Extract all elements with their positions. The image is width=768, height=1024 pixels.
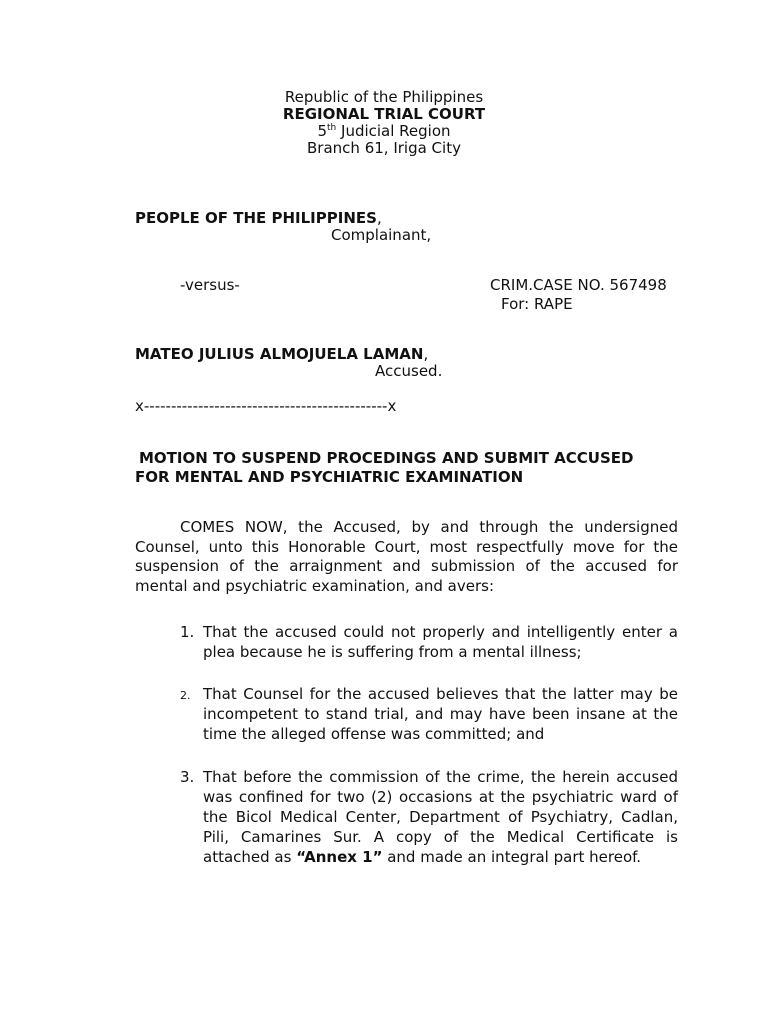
case-offense: For: RAPE	[501, 295, 573, 313]
plaintiff-name-text: PEOPLE OF THE PHILIPPINES	[135, 209, 377, 227]
versus-label: -versus-	[180, 276, 240, 294]
list-item-text-after: and made an integral part hereof.	[382, 848, 642, 866]
accused-role: Accused.	[375, 362, 443, 380]
list-item-text-before: That before the commission of the crime, the herein accused was confined for two (2) occasions at the psychiatric ward of the Bicol Medical Center, Department of Psychiatry, Cadlan, Pili, Camarines Sur. A copy of the Medical Certificate is attached as	[203, 768, 678, 866]
list-item	[180, 684, 678, 744]
list-item-number: 2.	[180, 689, 191, 702]
region-suffix: th	[327, 123, 337, 133]
annex-reference: “Annex 1”	[296, 848, 383, 866]
accused-name-text: MATEO JULIUS ALMOJUELA LAMAN	[135, 345, 424, 363]
region-ordinal: 5	[317, 122, 328, 140]
header-republic: Republic of the Philippines	[284, 88, 484, 106]
motion-title-line2: FOR MENTAL AND PSYCHIATRIC EXAMINATION	[135, 468, 524, 486]
list-item-text: That the accused could not properly and intelligently enter a plea because he is suffering from a mental illness;	[203, 623, 678, 661]
case-number: CRIM.CASE NO. 567498	[490, 276, 667, 294]
plaintiff-name	[135, 209, 382, 227]
list-item-text	[203, 767, 678, 867]
accused-name	[135, 345, 428, 363]
caption-separator: x---------------------------------------------x	[135, 397, 397, 415]
plaintiff-role: Complainant,	[331, 226, 432, 244]
list-item	[180, 767, 678, 867]
motion-title-line1: MOTION TO SUSPEND PROCEDINGS AND SUBMIT ACCUSED	[139, 449, 634, 467]
list-item-number: 3.	[180, 768, 195, 786]
region-rest: Judicial Region	[336, 122, 451, 140]
accused-comma: ,	[423, 345, 429, 363]
header-court-name: REGIONAL TRIAL COURT	[282, 105, 486, 123]
header-judicial-region	[184, 122, 584, 140]
list-item-text: That Counsel for the accused believes that the latter may be incompetent to stand trial, and may have been insane at the time the alleged offense was committed; and	[203, 685, 678, 743]
plaintiff-comma: ,	[376, 209, 382, 227]
intro-paragraph: COMES NOW, the Accused, by and through the undersigned Counsel, unto this Honorable Court, most respectfully move for the suspension of the arraignment and submission of the accused for mental and psychiatric examination, and avers:	[135, 518, 678, 595]
header-branch: Branch 61, Iriga City	[307, 139, 461, 157]
list-item	[180, 622, 678, 662]
list-item-number: 1.	[180, 623, 195, 641]
